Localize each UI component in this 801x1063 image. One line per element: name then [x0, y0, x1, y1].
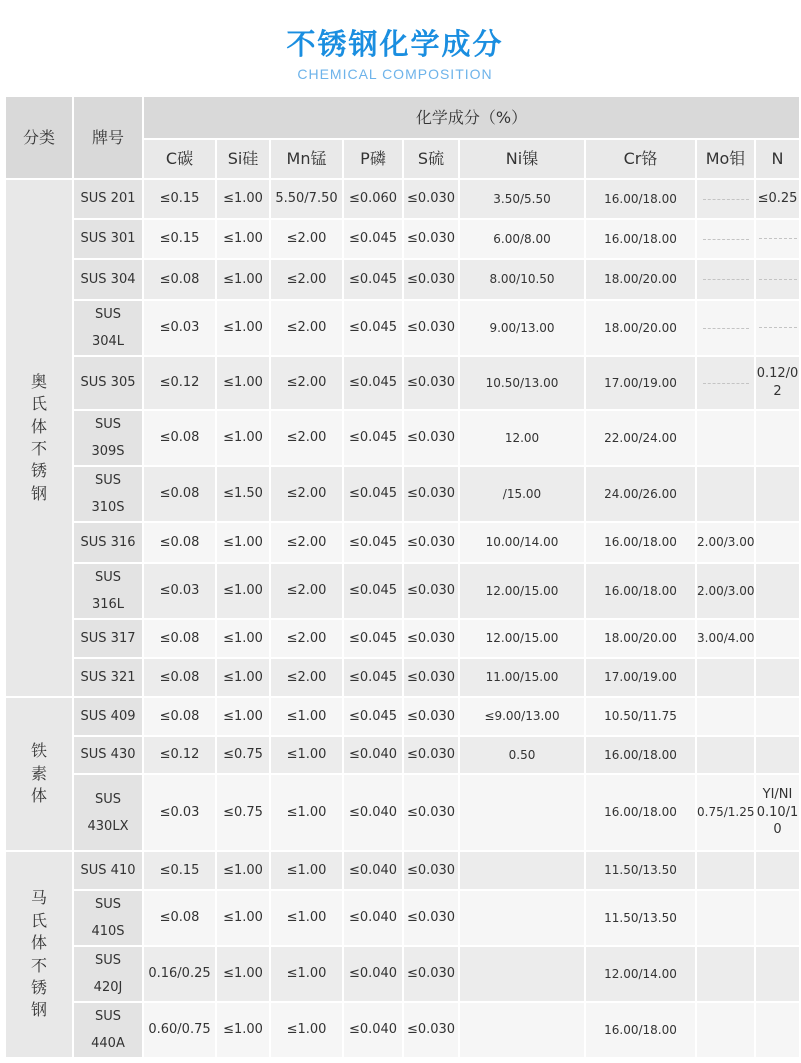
value-mo: 3.00/4.00 — [696, 619, 755, 658]
value-p: ≤0.045 — [343, 619, 403, 658]
grade-label: SUS 321 — [80, 669, 136, 685]
value-mo — [696, 1002, 755, 1058]
value-p: ≤0.060 — [343, 179, 403, 219]
value-n — [755, 259, 800, 300]
value-p: ≤0.045 — [343, 466, 403, 522]
value-ni: 0.50 — [459, 736, 585, 774]
value-c: ≤0.12 — [143, 736, 216, 774]
value-mn: ≤1.00 — [270, 851, 343, 890]
header-row — [5, 96, 800, 139]
grade-label: SUS 409 — [80, 708, 136, 724]
value-si: ≤1.00 — [216, 410, 270, 466]
value-p: ≤0.040 — [343, 736, 403, 774]
grade-label: 310S — [91, 500, 125, 515]
value-si: ≤1.00 — [216, 697, 270, 736]
value-mo — [696, 658, 755, 697]
element-header-mo: Mo钼 — [696, 139, 755, 179]
category-char: 奥 — [30, 371, 47, 391]
value-n — [755, 410, 800, 466]
grade-cell — [73, 219, 143, 259]
element-header-cr: Cr铬 — [585, 139, 696, 179]
grade-label: 440A — [91, 1036, 125, 1051]
element-header-mn: Mn锰 — [270, 139, 343, 179]
value-c: ≤0.03 — [143, 300, 216, 356]
grade-header: 牌号 — [73, 96, 143, 179]
value-mo — [696, 179, 755, 219]
value-n — [755, 219, 800, 259]
value-c: 0.60/0.75 — [143, 1002, 216, 1058]
grade-cell — [73, 890, 143, 946]
value-cr: 16.00/18.00 — [585, 522, 696, 563]
value-c: ≤0.08 — [143, 890, 216, 946]
value-s: ≤0.030 — [403, 697, 459, 736]
grade-label: SUS 430 — [80, 747, 136, 763]
value-cr: 22.00/24.00 — [585, 410, 696, 466]
grade-cell — [73, 410, 143, 466]
element-header-ni: Ni镍 — [459, 139, 585, 179]
value-mo — [696, 736, 755, 774]
value-ni: 10.00/14.00 — [459, 522, 585, 563]
n-value-part: YI/NI — [762, 787, 793, 803]
value-mo: 2.00/3.00 — [696, 563, 755, 619]
value-mo — [696, 356, 755, 410]
value-ni: 6.00/8.00 — [459, 219, 585, 259]
value-s: ≤0.030 — [403, 774, 459, 851]
value-s: ≤0.030 — [403, 563, 459, 619]
table-row — [5, 1002, 800, 1058]
empty-dash — [759, 238, 797, 239]
grade-label: 316L — [91, 597, 125, 612]
value-n — [755, 563, 800, 619]
value-p: ≤0.045 — [343, 697, 403, 736]
value-mo — [696, 890, 755, 946]
value-mn: ≤2.00 — [270, 466, 343, 522]
table-row — [5, 300, 800, 356]
value-n — [755, 658, 800, 697]
value-n — [755, 774, 800, 851]
value-si: ≤1.00 — [216, 946, 270, 1002]
value-mn: ≤1.00 — [270, 890, 343, 946]
empty-dash — [759, 327, 797, 328]
value-c: ≤0.08 — [143, 619, 216, 658]
value-s: ≤0.030 — [403, 619, 459, 658]
value-p: ≤0.045 — [343, 522, 403, 563]
category-char: 锈 — [30, 461, 47, 481]
value-si: ≤1.00 — [216, 890, 270, 946]
value-cr: 16.00/18.00 — [585, 219, 696, 259]
value-si: ≤1.00 — [216, 619, 270, 658]
table-row — [5, 179, 800, 219]
page-subtitle: CHEMICAL COMPOSITION — [297, 66, 493, 82]
value-si: ≤0.75 — [216, 736, 270, 774]
grade-cell — [73, 300, 143, 356]
element-header-p: P磷 — [343, 139, 403, 179]
value-mn: ≤2.00 — [270, 219, 343, 259]
grade-cell — [73, 466, 143, 522]
value-p: ≤0.040 — [343, 774, 403, 851]
category-header: 分类 — [5, 96, 73, 179]
table-row — [5, 466, 800, 522]
value-p: ≤0.045 — [343, 300, 403, 356]
value-n — [755, 697, 800, 736]
value-cr: 12.00/14.00 — [585, 946, 696, 1002]
value-si: ≤1.00 — [216, 563, 270, 619]
grade-cell — [73, 522, 143, 563]
element-header-n: N — [755, 139, 800, 179]
value-s: ≤0.030 — [403, 946, 459, 1002]
table-row — [5, 563, 800, 619]
grade-label: 410S — [91, 924, 125, 939]
value-mo — [696, 466, 755, 522]
value-s: ≤0.030 — [403, 300, 459, 356]
value-mn: ≤1.00 — [270, 946, 343, 1002]
value-cr: 11.50/13.50 — [585, 890, 696, 946]
category-ferritic — [5, 697, 73, 851]
grade-cell — [73, 563, 143, 619]
value-mn: 5.50/7.50 — [270, 179, 343, 219]
page-title: 不锈钢化学成分 — [286, 27, 504, 61]
grade-cell — [73, 619, 143, 658]
value-si: ≤1.00 — [216, 300, 270, 356]
table-row — [5, 658, 800, 697]
category-char: 钢 — [30, 1000, 47, 1020]
empty-dash — [703, 199, 749, 200]
grade-label: SUS — [94, 791, 122, 807]
value-n — [755, 300, 800, 356]
table-row — [5, 219, 800, 259]
grade-cell — [73, 658, 143, 697]
value-p: ≤0.040 — [343, 890, 403, 946]
grade-label: SUS 305 — [80, 375, 136, 391]
category-char: 体 — [30, 933, 47, 953]
empty-dash — [703, 279, 749, 280]
value-cr: 16.00/18.00 — [585, 736, 696, 774]
value-s: ≤0.030 — [403, 466, 459, 522]
category-char: 钢 — [30, 483, 47, 503]
grade-label: SUS — [94, 307, 122, 322]
value-s: ≤0.030 — [403, 851, 459, 890]
category-char: 不 — [30, 439, 47, 458]
value-ni: 12.00/15.00 — [459, 563, 585, 619]
value-p: ≤0.045 — [343, 259, 403, 300]
grade-label: SUS — [94, 473, 122, 488]
category-char: 体 — [30, 786, 47, 806]
table-row — [5, 697, 800, 736]
n-value-part: ≤0.25 — [757, 191, 798, 207]
table-row — [5, 356, 800, 410]
value-p: ≤0.040 — [343, 1002, 403, 1058]
grade-label: SUS 201 — [80, 191, 136, 207]
grade-label: SUS 317 — [80, 630, 136, 646]
value-n — [755, 851, 800, 890]
value-si: ≤1.00 — [216, 851, 270, 890]
value-s: ≤0.030 — [403, 522, 459, 563]
value-n — [755, 946, 800, 1002]
value-c: ≤0.08 — [143, 410, 216, 466]
composition-header: 化学成分（%） — [143, 96, 800, 139]
value-si: ≤1.50 — [216, 466, 270, 522]
value-mo — [696, 410, 755, 466]
value-ni: /15.00 — [459, 466, 585, 522]
value-cr: 16.00/18.00 — [585, 179, 696, 219]
table-row — [5, 736, 800, 774]
grade-cell — [73, 179, 143, 219]
value-c: ≤0.08 — [143, 522, 216, 563]
grade-label: SUS — [94, 570, 122, 585]
table-row — [5, 851, 800, 890]
grade-label: SUS 316 — [80, 534, 136, 550]
value-si: ≤1.00 — [216, 522, 270, 563]
value-c: ≤0.03 — [143, 774, 216, 851]
table-row — [5, 774, 800, 851]
value-ni: 8.00/10.50 — [459, 259, 585, 300]
n-value-part: 0 — [773, 822, 782, 838]
value-mn: ≤2.00 — [270, 619, 343, 658]
value-ni — [459, 774, 585, 851]
value-mn: ≤2.00 — [270, 410, 343, 466]
empty-dash — [703, 328, 749, 329]
value-c: ≤0.12 — [143, 356, 216, 410]
table-row — [5, 259, 800, 300]
value-s: ≤0.030 — [403, 219, 459, 259]
empty-dash — [703, 239, 749, 240]
value-mo — [696, 219, 755, 259]
value-n — [755, 522, 800, 563]
empty-dash — [759, 279, 797, 280]
value-ni: 12.00/15.00 — [459, 619, 585, 658]
value-mo: 0.75/1.25 — [696, 774, 755, 851]
value-c: ≤0.08 — [143, 466, 216, 522]
value-mn: ≤1.00 — [270, 736, 343, 774]
grade-label: 420J — [93, 980, 123, 995]
grade-cell — [73, 851, 143, 890]
category-char: 锈 — [30, 977, 47, 997]
value-s: ≤0.030 — [403, 259, 459, 300]
grade-label: 304L — [91, 334, 125, 349]
value-mo — [696, 851, 755, 890]
value-ni — [459, 851, 585, 890]
grade-cell — [73, 356, 143, 410]
value-n — [755, 179, 800, 219]
value-p: ≤0.045 — [343, 658, 403, 697]
value-cr: 16.00/18.00 — [585, 774, 696, 851]
table-row — [5, 522, 800, 563]
value-si: ≤1.00 — [216, 658, 270, 697]
value-c: ≤0.15 — [143, 851, 216, 890]
category-char: 不 — [30, 955, 47, 975]
value-c: ≤0.08 — [143, 259, 216, 300]
grade-cell — [73, 1002, 143, 1058]
grade-label: SUS — [94, 897, 122, 912]
value-p: ≤0.040 — [343, 851, 403, 890]
value-ni — [459, 890, 585, 946]
grade-label: SUS 301 — [80, 231, 136, 247]
grade-label: SUS — [94, 417, 122, 432]
grade-label: 430LX — [87, 818, 129, 834]
value-s: ≤0.030 — [403, 410, 459, 466]
value-n — [755, 1002, 800, 1058]
value-mn: ≤1.00 — [270, 697, 343, 736]
value-n — [755, 619, 800, 658]
value-cr: 17.00/19.00 — [585, 356, 696, 410]
value-mo — [696, 259, 755, 300]
element-header-si: Si硅 — [216, 139, 270, 179]
value-mn: ≤2.00 — [270, 259, 343, 300]
value-p: ≤0.045 — [343, 219, 403, 259]
value-ni: 10.50/13.00 — [459, 356, 585, 410]
value-cr: 18.00/20.00 — [585, 300, 696, 356]
category-char: 氏 — [30, 910, 47, 930]
value-c: ≤0.08 — [143, 658, 216, 697]
value-ni: ≤9.00/13.00 — [459, 697, 585, 736]
value-c: 0.16/0.25 — [143, 946, 216, 1002]
value-cr: 16.00/18.00 — [585, 563, 696, 619]
grade-cell — [73, 736, 143, 774]
empty-dash — [703, 383, 749, 384]
value-n — [755, 736, 800, 774]
value-si: ≤1.00 — [216, 179, 270, 219]
category-char: 马 — [30, 888, 47, 908]
value-si: ≤0.75 — [216, 774, 270, 851]
value-mo — [696, 946, 755, 1002]
value-p: ≤0.045 — [343, 563, 403, 619]
value-ni — [459, 1002, 585, 1058]
value-c: ≤0.08 — [143, 697, 216, 736]
value-mn: ≤2.00 — [270, 658, 343, 697]
grade-cell — [73, 946, 143, 1002]
n-value-part: 0.12/0 — [756, 366, 799, 382]
value-si: ≤1.00 — [216, 1002, 270, 1058]
value-s: ≤0.030 — [403, 658, 459, 697]
value-si: ≤1.00 — [216, 356, 270, 410]
value-mo — [696, 300, 755, 356]
grade-label: 309S — [91, 444, 125, 459]
grade-cell — [73, 259, 143, 300]
grade-cell — [73, 697, 143, 736]
value-c: ≤0.03 — [143, 563, 216, 619]
value-ni: 3.50/5.50 — [459, 179, 585, 219]
category-char: 氏 — [30, 394, 47, 414]
value-mn: ≤1.00 — [270, 1002, 343, 1058]
value-cr: 11.50/13.50 — [585, 851, 696, 890]
value-s: ≤0.030 — [403, 179, 459, 219]
value-mn: ≤2.00 — [270, 522, 343, 563]
table-row — [5, 946, 800, 1002]
element-header-s: S硫 — [403, 139, 459, 179]
value-ni: 11.00/15.00 — [459, 658, 585, 697]
category-char: 铁 — [30, 741, 47, 761]
value-mn: ≤2.00 — [270, 356, 343, 410]
grade-label: SUS — [94, 1009, 122, 1024]
grade-label: SUS 304 — [80, 271, 136, 287]
table-body — [5, 96, 800, 1058]
table-row — [5, 890, 800, 946]
grade-cell — [73, 774, 143, 851]
composition-table — [4, 95, 801, 1059]
table-row — [5, 410, 800, 466]
value-cr: 24.00/26.00 — [585, 466, 696, 522]
value-mn: ≤2.00 — [270, 563, 343, 619]
value-si: ≤1.00 — [216, 259, 270, 300]
element-header-c: C碳 — [143, 139, 216, 179]
table-row — [5, 619, 800, 658]
value-s: ≤0.030 — [403, 890, 459, 946]
category-char: 体 — [30, 416, 47, 436]
value-cr: 10.50/11.75 — [585, 697, 696, 736]
value-cr: 17.00/19.00 — [585, 658, 696, 697]
n-value-part: 0.10/1 — [756, 804, 799, 820]
value-mn: ≤1.00 — [270, 774, 343, 851]
value-cr: 18.00/20.00 — [585, 619, 696, 658]
value-mo: 2.00/3.00 — [696, 522, 755, 563]
value-si: ≤1.00 — [216, 219, 270, 259]
value-n — [755, 356, 800, 410]
value-p: ≤0.045 — [343, 356, 403, 410]
grade-label: SUS — [94, 953, 122, 968]
category-char: 素 — [30, 763, 47, 783]
value-ni: 9.00/13.00 — [459, 300, 585, 356]
value-c: ≤0.15 — [143, 219, 216, 259]
value-mo — [696, 697, 755, 736]
grade-label: SUS 410 — [80, 862, 136, 878]
value-cr: 16.00/18.00 — [585, 1002, 696, 1058]
value-ni — [459, 946, 585, 1002]
value-p: ≤0.045 — [343, 410, 403, 466]
value-n — [755, 890, 800, 946]
n-value-part: 2 — [773, 384, 782, 399]
category-martensitic — [5, 851, 73, 1058]
value-mn: ≤2.00 — [270, 300, 343, 356]
value-ni: 12.00 — [459, 410, 585, 466]
category-austenitic — [5, 179, 73, 697]
value-s: ≤0.030 — [403, 736, 459, 774]
value-c: ≤0.15 — [143, 179, 216, 219]
value-p: ≤0.040 — [343, 946, 403, 1002]
value-n — [755, 466, 800, 522]
value-cr: 18.00/20.00 — [585, 259, 696, 300]
value-s: ≤0.030 — [403, 1002, 459, 1058]
value-s: ≤0.030 — [403, 356, 459, 410]
